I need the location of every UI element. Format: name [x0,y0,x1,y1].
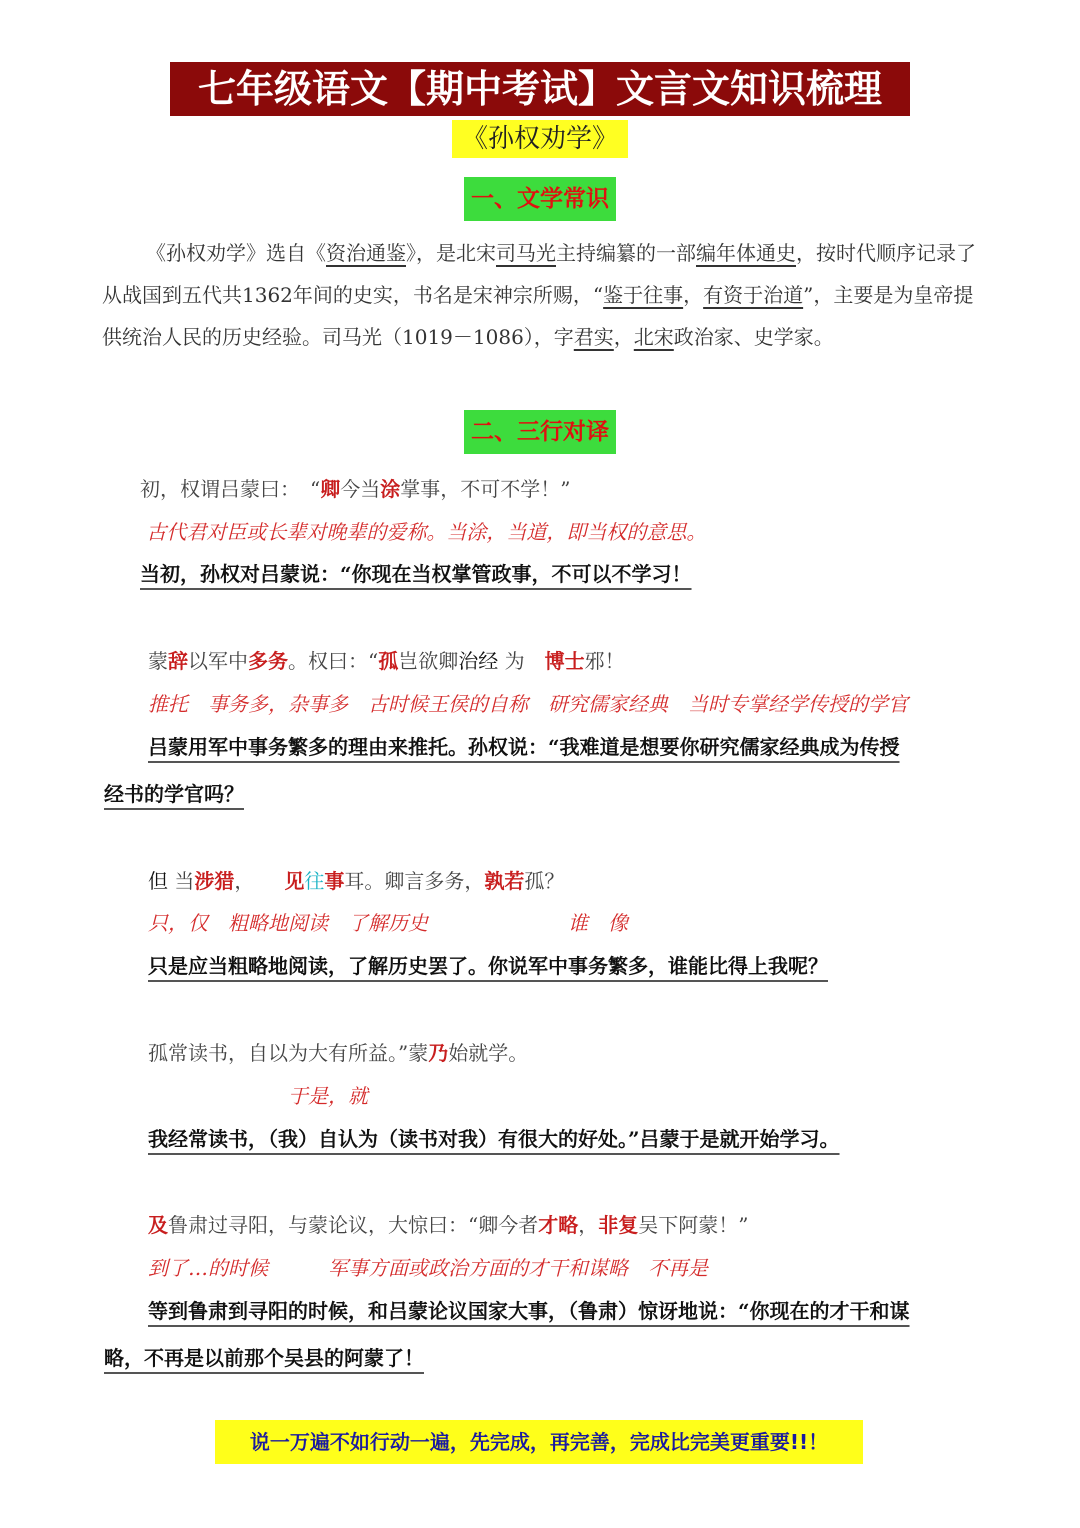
text-segment: 孤 [378,649,399,673]
lesson-title: 《孙权劝学》 [452,120,628,158]
translation-line [104,773,244,815]
text-segment: 古代君对臣或长辈对晚辈的爱称。当涂，当道，即当权的意思。 [140,520,707,544]
text-segment: 主持编纂的一部 [556,241,696,265]
text-segment: 及 [148,1213,168,1237]
text-segment: 往 [304,869,325,893]
text-segment: 卿 [320,477,341,501]
text-segment: 我经常读书，（我）自认为（读书对我）有很大的好处。”吕蒙于是就开始学习。 [148,1127,840,1151]
text-segment: ， [613,325,634,349]
translation-line [104,1337,424,1379]
original-text-line [148,860,564,902]
text-segment: 有资于治道 [703,283,804,307]
text-segment: 博士 [544,649,585,673]
text-segment: ， [683,283,704,307]
text-segment: 才略 [538,1213,579,1237]
text-segment: 耳。卿言多务， [344,869,485,893]
motto-banner: 说一万遍不如行动一遍，先完成，再完善，完成比完美更重要!!！ [215,1420,863,1464]
translation-line [140,553,692,595]
original-text-line [148,640,625,682]
text-segment: 孤常读书，自以为大有所益。”蒙 [148,1041,429,1065]
text-segment: 当 [168,869,195,893]
text-segment: 》，是北宋 [406,241,496,265]
translation-line [148,1118,840,1160]
annotation-line [140,511,706,553]
text-segment: 乃 [428,1041,449,1065]
text-segment: 事 [324,869,345,893]
text-segment: 司马光 [496,241,556,265]
literature-paragraph [102,232,982,358]
text-segment: 但 [148,869,168,893]
text-segment: 以军中 [188,649,248,673]
text-segment: 政治家、史学家。 [673,325,834,349]
text-segment: 今当 [340,477,381,501]
annotation-line [148,1247,708,1289]
text-segment: 《孙权劝学》选自《 [146,241,326,265]
text-segment: 到了…的时候 军事方面或政治方面的才干和谋略 不再是 [148,1256,708,1280]
text-segment: 邪！ [584,649,625,673]
translation-line [148,945,828,987]
text-segment: ”，主要是为皇帝提供统治人民的历史经验。司马光（1019－1086），字 [102,283,974,349]
text-segment: 。权曰：“ [288,649,379,673]
text-segment: 编年体通史 [696,241,796,265]
annotation-line [148,902,628,944]
original-text-line [140,468,570,510]
text-segment: 推托 事务多，杂事多 古时候王侯的自称 研究儒家经典 当时专掌经学传授的学官 [148,692,908,716]
text-segment: 北宋 [633,325,674,349]
text-segment: 多务 [248,649,288,673]
text-segment: 涂 [380,477,401,501]
text-segment: 吕蒙用军中事务繁多的理由来推托。孙权说：“我难道是想要你研究儒家经典成为传授 [148,735,900,759]
annotation-line [148,1075,368,1117]
text-segment: 辞 [168,649,188,673]
text-segment: 孰若 [484,869,525,893]
text-segment: 岂欲卿 [398,649,459,673]
text-segment: 为 [498,649,545,673]
document-title: 七年级语文【期中考试】文言文知识梳理 [170,62,910,116]
text-segment: 资治通鉴 [326,241,406,265]
annotation-line [148,683,908,725]
text-segment: 君实 [573,325,614,349]
text-segment: 孤？ [524,869,565,893]
original-text-line [148,1032,528,1074]
text-segment: 略，不再是以前那个吴县的阿蒙了！ [104,1346,424,1370]
translation-line [148,1290,910,1332]
text-segment: 见 [284,869,305,893]
text-segment: 经书的学官吗？ [104,782,244,806]
text-segment: 鉴于往事 [603,283,684,307]
text-segment: 等到鲁肃到寻阳的时候，和吕蒙论议国家大事，（鲁肃）惊讶地说：“你现在的才干和谋 [148,1299,910,1323]
text-segment: 初，权谓吕蒙曰： “ [140,477,321,501]
translation-line [148,726,900,768]
text-segment: 始就学。 [448,1041,529,1065]
text-segment: 鲁肃过寻阳，与蒙论议，大惊曰：“卿今者 [168,1213,539,1237]
section-heading-literature: 一、文学常识 [464,177,616,221]
text-segment: ， [234,869,285,893]
text-segment: 非复 [598,1213,639,1237]
text-segment: ，按时代顺序记录了从战国到五代共1362年间的史实，书名是宋神宗所赐，“ [102,241,976,307]
text-segment: 蒙 [148,649,168,673]
text-segment: ， [578,1213,599,1237]
text-segment: 吴下阿蒙！” [638,1213,749,1237]
text-segment: 治经 [458,649,499,673]
text-segment: 涉猎 [194,869,235,893]
original-text-line [148,1204,748,1246]
text-segment: 只是应当粗略地阅读，了解历史罢了。你说军中事务繁多，谁能比得上我呢？ [148,954,828,978]
text-segment: 于是，就 [148,1084,368,1108]
text-segment: 掌事，不可不学！” [400,477,571,501]
section-heading-translation: 二、三行对译 [464,410,616,454]
text-segment: 只，仅 粗略地阅读 了解历史 谁 像 [148,911,628,935]
text-segment: 当初，孙权对吕蒙说：“你现在当权掌管政事，不可以不学习！ [140,562,692,586]
